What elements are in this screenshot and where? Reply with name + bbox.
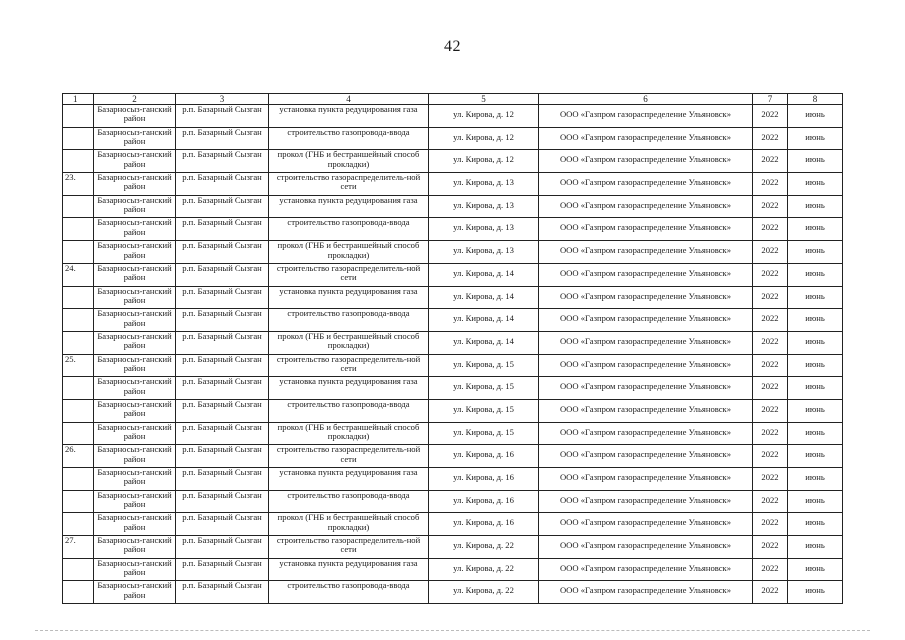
row-number — [63, 309, 94, 332]
month-cell: июнь — [788, 105, 843, 128]
address-cell: ул. Кирова, д. 16 — [429, 468, 539, 491]
year-cell: 2022 — [753, 558, 788, 581]
settlement-cell: р.п. Базарный Сызган — [176, 445, 269, 468]
district-cell: Базарносыз-ганский район — [94, 241, 176, 264]
district-cell: Базарносыз-ганский район — [94, 173, 176, 196]
settlement-cell: р.п. Базарный Сызган — [176, 241, 269, 264]
month-cell: июнь — [788, 581, 843, 604]
work-type-cell: строительство газораспределитель-ной сети — [269, 354, 429, 377]
work-type-cell: прокол (ГНБ и бестраншейный способ прокладки) — [269, 422, 429, 445]
month-cell: июнь — [788, 422, 843, 445]
row-number — [63, 218, 94, 241]
address-cell: ул. Кирова, д. 13 — [429, 195, 539, 218]
district-cell: Базарносыз-ганский район — [94, 218, 176, 241]
work-type-cell: установка пункта редуцирования газа — [269, 468, 429, 491]
address-cell: ул. Кирова, д. 22 — [429, 536, 539, 559]
work-type-cell: строительство газораспределитель-ной сети — [269, 263, 429, 286]
year-cell: 2022 — [753, 490, 788, 513]
organization-cell: ООО «Газпром газораспределение Ульяновск» — [539, 218, 753, 241]
table-row — [63, 218, 843, 241]
work-type-cell: прокол (ГНБ и бестраншейный способ прокладки) — [269, 150, 429, 173]
work-type-cell: строительство газораспределитель-ной сети — [269, 536, 429, 559]
year-cell: 2022 — [753, 127, 788, 150]
address-cell: ул. Кирова, д. 12 — [429, 150, 539, 173]
year-cell: 2022 — [753, 468, 788, 491]
table-row — [63, 490, 843, 513]
table-row — [63, 150, 843, 173]
month-cell: июнь — [788, 468, 843, 491]
row-number — [63, 286, 94, 309]
row-number: 24. — [63, 263, 94, 286]
month-cell: июнь — [788, 150, 843, 173]
organization-cell: ООО «Газпром газораспределение Ульяновск» — [539, 354, 753, 377]
district-cell: Базарносыз-ганский район — [94, 513, 176, 536]
organization-cell: ООО «Газпром газораспределение Ульяновск» — [539, 331, 753, 354]
organization-cell: ООО «Газпром газораспределение Ульяновск» — [539, 309, 753, 332]
table-row — [63, 445, 843, 468]
organization-cell: ООО «Газпром газораспределение Ульяновск» — [539, 377, 753, 400]
table-row — [63, 468, 843, 491]
row-number: 26. — [63, 445, 94, 468]
organization-cell: ООО «Газпром газораспределение Ульяновск» — [539, 127, 753, 150]
year-cell: 2022 — [753, 354, 788, 377]
table-row — [63, 309, 843, 332]
year-cell: 2022 — [753, 263, 788, 286]
year-cell: 2022 — [753, 581, 788, 604]
table-body — [63, 105, 843, 604]
settlement-cell: р.п. Базарный Сызган — [176, 468, 269, 491]
month-cell: июнь — [788, 263, 843, 286]
address-cell: ул. Кирова, д. 15 — [429, 399, 539, 422]
district-cell: Базарносыз-ганский район — [94, 399, 176, 422]
month-cell: июнь — [788, 309, 843, 332]
district-cell: Базарносыз-ганский район — [94, 105, 176, 128]
district-cell: Базарносыз-ганский район — [94, 581, 176, 604]
organization-cell: ООО «Газпром газораспределение Ульяновск» — [539, 105, 753, 128]
table-row — [63, 581, 843, 604]
address-cell: ул. Кирова, д. 16 — [429, 445, 539, 468]
settlement-cell: р.п. Базарный Сызган — [176, 331, 269, 354]
settlement-cell: р.п. Базарный Сызган — [176, 558, 269, 581]
district-cell: Базарносыз-ганский район — [94, 127, 176, 150]
row-number — [63, 127, 94, 150]
year-cell: 2022 — [753, 195, 788, 218]
month-cell: июнь — [788, 127, 843, 150]
year-cell: 2022 — [753, 218, 788, 241]
header-col-7: 7 — [753, 94, 788, 105]
settlement-cell: р.п. Базарный Сызган — [176, 354, 269, 377]
row-number — [63, 468, 94, 491]
row-number — [63, 105, 94, 128]
year-cell: 2022 — [753, 173, 788, 196]
settlement-cell: р.п. Базарный Сызган — [176, 263, 269, 286]
district-cell: Базарносыз-ганский район — [94, 354, 176, 377]
district-cell: Базарносыз-ганский район — [94, 286, 176, 309]
settlement-cell: р.п. Базарный Сызган — [176, 422, 269, 445]
address-cell: ул. Кирова, д. 15 — [429, 354, 539, 377]
address-cell: ул. Кирова, д. 14 — [429, 286, 539, 309]
settlement-cell: р.п. Базарный Сызган — [176, 309, 269, 332]
organization-cell: ООО «Газпром газораспределение Ульяновск» — [539, 558, 753, 581]
page-bottom-edge — [35, 630, 870, 631]
table-row — [63, 105, 843, 128]
row-number: 27. — [63, 536, 94, 559]
address-cell: ул. Кирова, д. 16 — [429, 513, 539, 536]
month-cell: июнь — [788, 331, 843, 354]
work-type-cell: прокол (ГНБ и бестраншейный способ прокладки) — [269, 241, 429, 264]
district-cell: Базарносыз-ганский район — [94, 377, 176, 400]
district-cell: Базарносыз-ганский район — [94, 422, 176, 445]
organization-cell: ООО «Газпром газораспределение Ульяновск» — [539, 422, 753, 445]
work-type-cell: установка пункта редуцирования газа — [269, 558, 429, 581]
month-cell: июнь — [788, 218, 843, 241]
work-type-cell: установка пункта редуцирования газа — [269, 286, 429, 309]
organization-cell: ООО «Газпром газораспределение Ульяновск» — [539, 399, 753, 422]
table-row — [63, 195, 843, 218]
address-cell: ул. Кирова, д. 22 — [429, 581, 539, 604]
header-row — [63, 94, 843, 105]
address-cell: ул. Кирова, д. 14 — [429, 309, 539, 332]
district-cell: Базарносыз-ганский район — [94, 150, 176, 173]
address-cell: ул. Кирова, д. 15 — [429, 422, 539, 445]
month-cell: июнь — [788, 490, 843, 513]
table-row — [63, 241, 843, 264]
organization-cell: ООО «Газпром газораспределение Ульяновск» — [539, 286, 753, 309]
table-row — [63, 558, 843, 581]
settlement-cell: р.п. Базарный Сызган — [176, 105, 269, 128]
organization-cell: ООО «Газпром газораспределение Ульяновск» — [539, 468, 753, 491]
organization-cell: ООО «Газпром газораспределение Ульяновск» — [539, 173, 753, 196]
settlement-cell: р.п. Базарный Сызган — [176, 536, 269, 559]
month-cell: июнь — [788, 173, 843, 196]
month-cell: июнь — [788, 377, 843, 400]
year-cell: 2022 — [753, 513, 788, 536]
month-cell: июнь — [788, 513, 843, 536]
table-row — [63, 536, 843, 559]
row-number — [63, 195, 94, 218]
district-cell: Базарносыз-ганский район — [94, 468, 176, 491]
organization-cell: ООО «Газпром газораспределение Ульяновск» — [539, 490, 753, 513]
district-cell: Базарносыз-ганский район — [94, 558, 176, 581]
month-cell: июнь — [788, 445, 843, 468]
table-row — [63, 422, 843, 445]
settlement-cell: р.п. Базарный Сызган — [176, 581, 269, 604]
year-cell: 2022 — [753, 286, 788, 309]
row-number — [63, 399, 94, 422]
header-col-4: 4 — [269, 94, 429, 105]
settlement-cell: р.п. Базарный Сызган — [176, 513, 269, 536]
address-cell: ул. Кирова, д. 14 — [429, 331, 539, 354]
table-row — [63, 173, 843, 196]
row-number: 25. — [63, 354, 94, 377]
year-cell: 2022 — [753, 331, 788, 354]
address-cell: ул. Кирова, д. 22 — [429, 558, 539, 581]
work-type-cell: строительство газопровода-ввода — [269, 581, 429, 604]
month-cell: июнь — [788, 241, 843, 264]
address-cell: ул. Кирова, д. 12 — [429, 105, 539, 128]
year-cell: 2022 — [753, 309, 788, 332]
month-cell: июнь — [788, 536, 843, 559]
work-type-cell: установка пункта редуцирования газа — [269, 105, 429, 128]
header-col-2: 2 — [94, 94, 176, 105]
work-type-cell: установка пункта редуцирования газа — [269, 195, 429, 218]
district-cell: Базарносыз-ганский район — [94, 309, 176, 332]
year-cell: 2022 — [753, 150, 788, 173]
work-type-cell: строительство газораспределитель-ной сети — [269, 173, 429, 196]
organization-cell: ООО «Газпром газораспределение Ульяновск» — [539, 263, 753, 286]
row-number — [63, 422, 94, 445]
row-number — [63, 581, 94, 604]
table-row — [63, 513, 843, 536]
organization-cell: ООО «Газпром газораспределение Ульяновск» — [539, 445, 753, 468]
address-cell: ул. Кирова, д. 13 — [429, 173, 539, 196]
district-cell: Базарносыз-ганский район — [94, 195, 176, 218]
table-row — [63, 127, 843, 150]
work-type-cell: строительство газопровода-ввода — [269, 490, 429, 513]
table-row — [63, 331, 843, 354]
settlement-cell: р.п. Базарный Сызган — [176, 173, 269, 196]
row-number — [63, 331, 94, 354]
year-cell: 2022 — [753, 445, 788, 468]
district-cell: Базарносыз-ганский район — [94, 490, 176, 513]
header-col-3: 3 — [176, 94, 269, 105]
header-col-6: 6 — [539, 94, 753, 105]
row-number — [63, 490, 94, 513]
district-cell: Базарносыз-ганский район — [94, 331, 176, 354]
organization-cell: ООО «Газпром газораспределение Ульяновск» — [539, 513, 753, 536]
month-cell: июнь — [788, 195, 843, 218]
address-cell: ул. Кирова, д. 13 — [429, 241, 539, 264]
work-type-cell: строительство газопровода-ввода — [269, 127, 429, 150]
year-cell: 2022 — [753, 399, 788, 422]
district-cell: Базарносыз-ганский район — [94, 445, 176, 468]
organization-cell: ООО «Газпром газораспределение Ульяновск» — [539, 536, 753, 559]
year-cell: 2022 — [753, 241, 788, 264]
row-number — [63, 377, 94, 400]
settlement-cell: р.п. Базарный Сызган — [176, 490, 269, 513]
settlement-cell: р.п. Базарный Сызган — [176, 218, 269, 241]
settlement-cell: р.п. Базарный Сызган — [176, 377, 269, 400]
table-row — [63, 377, 843, 400]
work-type-cell: установка пункта редуцирования газа — [269, 377, 429, 400]
row-number — [63, 513, 94, 536]
settlement-cell: р.п. Базарный Сызган — [176, 286, 269, 309]
address-cell: ул. Кирова, д. 16 — [429, 490, 539, 513]
table-row — [63, 263, 843, 286]
address-cell: ул. Кирова, д. 13 — [429, 218, 539, 241]
table-row — [63, 399, 843, 422]
organization-cell: ООО «Газпром газораспределение Ульяновск» — [539, 195, 753, 218]
work-type-cell: строительство газораспределитель-ной сети — [269, 445, 429, 468]
organization-cell: ООО «Газпром газораспределение Ульяновск» — [539, 581, 753, 604]
row-number: 23. — [63, 173, 94, 196]
works-table — [62, 93, 843, 604]
header-col-8: 8 — [788, 94, 843, 105]
district-cell: Базарносыз-ганский район — [94, 263, 176, 286]
month-cell: июнь — [788, 354, 843, 377]
district-cell: Базарносыз-ганский район — [94, 536, 176, 559]
settlement-cell: р.п. Базарный Сызган — [176, 195, 269, 218]
month-cell: июнь — [788, 558, 843, 581]
settlement-cell: р.п. Базарный Сызган — [176, 399, 269, 422]
row-number — [63, 558, 94, 581]
row-number — [63, 241, 94, 264]
settlement-cell: р.п. Базарный Сызган — [176, 150, 269, 173]
year-cell: 2022 — [753, 422, 788, 445]
month-cell: июнь — [788, 399, 843, 422]
work-type-cell: строительство газопровода-ввода — [269, 399, 429, 422]
table-row — [63, 286, 843, 309]
organization-cell: ООО «Газпром газораспределение Ульяновск» — [539, 150, 753, 173]
page-number: 42 — [444, 38, 461, 55]
year-cell: 2022 — [753, 377, 788, 400]
table-row — [63, 354, 843, 377]
work-type-cell: прокол (ГНБ и бестраншейный способ прокладки) — [269, 513, 429, 536]
address-cell: ул. Кирова, д. 12 — [429, 127, 539, 150]
year-cell: 2022 — [753, 536, 788, 559]
header-col-5: 5 — [429, 94, 539, 105]
address-cell: ул. Кирова, д. 14 — [429, 263, 539, 286]
row-number — [63, 150, 94, 173]
work-type-cell: строительство газопровода-ввода — [269, 309, 429, 332]
settlement-cell: р.п. Базарный Сызган — [176, 127, 269, 150]
work-type-cell: строительство газопровода-ввода — [269, 218, 429, 241]
table-header — [63, 94, 843, 105]
month-cell: июнь — [788, 286, 843, 309]
header-col-1: 1 — [63, 94, 94, 105]
year-cell: 2022 — [753, 105, 788, 128]
address-cell: ул. Кирова, д. 15 — [429, 377, 539, 400]
organization-cell: ООО «Газпром газораспределение Ульяновск» — [539, 241, 753, 264]
work-type-cell: прокол (ГНБ и бестраншейный способ прокладки) — [269, 331, 429, 354]
